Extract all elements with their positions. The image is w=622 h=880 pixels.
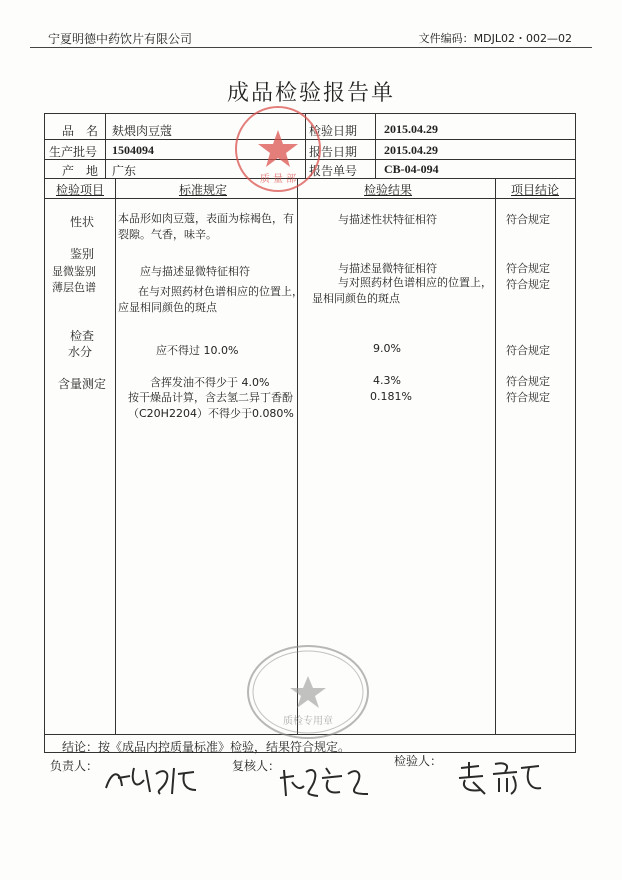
micro-conclusion: 符合规定 xyxy=(506,262,550,275)
report-date-value: 2015.04.29 xyxy=(384,143,438,157)
tlc-standard: 在与对照药材色谱相应的位置上，应显相同颜色的斑点 xyxy=(118,285,303,314)
micro-standard: 应与描述显微特征相符 xyxy=(140,265,250,278)
reviewer-label: 复核人： xyxy=(232,759,281,773)
micro-result: 与描述显微特征相符 xyxy=(338,262,437,275)
dehydro-conclusion: 符合规定 xyxy=(506,391,550,404)
inspect-date-label: 检验日期 xyxy=(309,124,358,138)
character-conclusion: 符合规定 xyxy=(506,213,550,226)
dehydro-standard: 按干燥品计算，含去氢二异丁香酚（C20H2204）不得少于0.080% xyxy=(128,391,294,420)
tlc-result: 与对照药材色谱相应的位置上，显相同颜色的斑点 xyxy=(312,276,492,305)
name-label: 品 名 xyxy=(62,124,99,138)
col-divider xyxy=(105,114,106,178)
dehydro-result: 0.181% xyxy=(370,390,412,403)
column-item: 检验项目 xyxy=(56,183,105,197)
report-no-value: CB-04-094 xyxy=(384,162,439,176)
svg-text:质 量 部: 质 量 部 xyxy=(259,174,297,185)
responsible-label: 负责人： xyxy=(50,759,99,773)
column-conclusion: 项目结论 xyxy=(511,183,560,197)
company-name: 宁夏明德中药饮片有限公司 xyxy=(48,32,193,46)
batch-label: 生产批号 xyxy=(49,145,98,159)
header-rule xyxy=(30,47,592,48)
responsible-signature xyxy=(100,760,210,800)
report-date-label: 报告日期 xyxy=(309,145,358,159)
moisture-standard: 应不得过 10.0% xyxy=(156,344,239,357)
svg-text:质检专用章: 质检专用章 xyxy=(283,716,333,727)
section-assay: 含量测定 xyxy=(58,377,107,391)
qc-seal-stamp xyxy=(243,642,373,742)
section-character: 性状 xyxy=(70,215,95,229)
col-divider xyxy=(115,178,116,734)
quality-dept-stamp xyxy=(228,102,328,196)
inspect-date-value: 2015.04.29 xyxy=(384,122,438,136)
origin-value: 广东 xyxy=(112,164,137,178)
name-value: 麸煨肉豆蔻 xyxy=(112,124,173,138)
document-number: 文件编码：MDJL02・002—02 xyxy=(418,32,572,45)
section-moisture: 水分 xyxy=(68,345,93,359)
tlc-conclusion: 符合规定 xyxy=(506,278,550,291)
batch-value: 1504094 xyxy=(112,143,154,157)
section-inspection: 检查 xyxy=(70,329,95,343)
page-title: 成品检验报告单 xyxy=(226,81,395,106)
inspector-label: 检验人： xyxy=(394,754,443,768)
col-divider xyxy=(495,178,496,734)
oil-standard: 含挥发油不得少于 4.0% xyxy=(150,376,270,389)
inspector-signature xyxy=(455,758,545,798)
oil-result: 4.3% xyxy=(373,374,401,387)
section-tlc: 薄层色谱 xyxy=(52,281,96,294)
column-standard: 标准规定 xyxy=(179,183,228,197)
section-microscopic: 显微鉴别 xyxy=(52,265,96,278)
character-result: 与描述性状特征相符 xyxy=(338,213,437,226)
character-standard: 本品形如肉豆蔻，表面为棕褐色，有裂隙。气香，味辛。 xyxy=(118,212,294,241)
column-result: 检验结果 xyxy=(364,183,413,197)
report-no-label: 报告单号 xyxy=(309,164,358,178)
reviewer-signature xyxy=(278,760,378,802)
moisture-conclusion: 符合规定 xyxy=(506,344,550,357)
report-conclusion: 结论：按《成品内控质量标准》检验，结果符合规定。 xyxy=(62,740,351,754)
origin-label: 产 地 xyxy=(62,164,99,178)
moisture-result: 9.0% xyxy=(373,342,401,355)
section-identification: 鉴别 xyxy=(70,247,95,261)
oil-conclusion: 符合规定 xyxy=(506,375,550,388)
col-divider xyxy=(375,114,376,178)
